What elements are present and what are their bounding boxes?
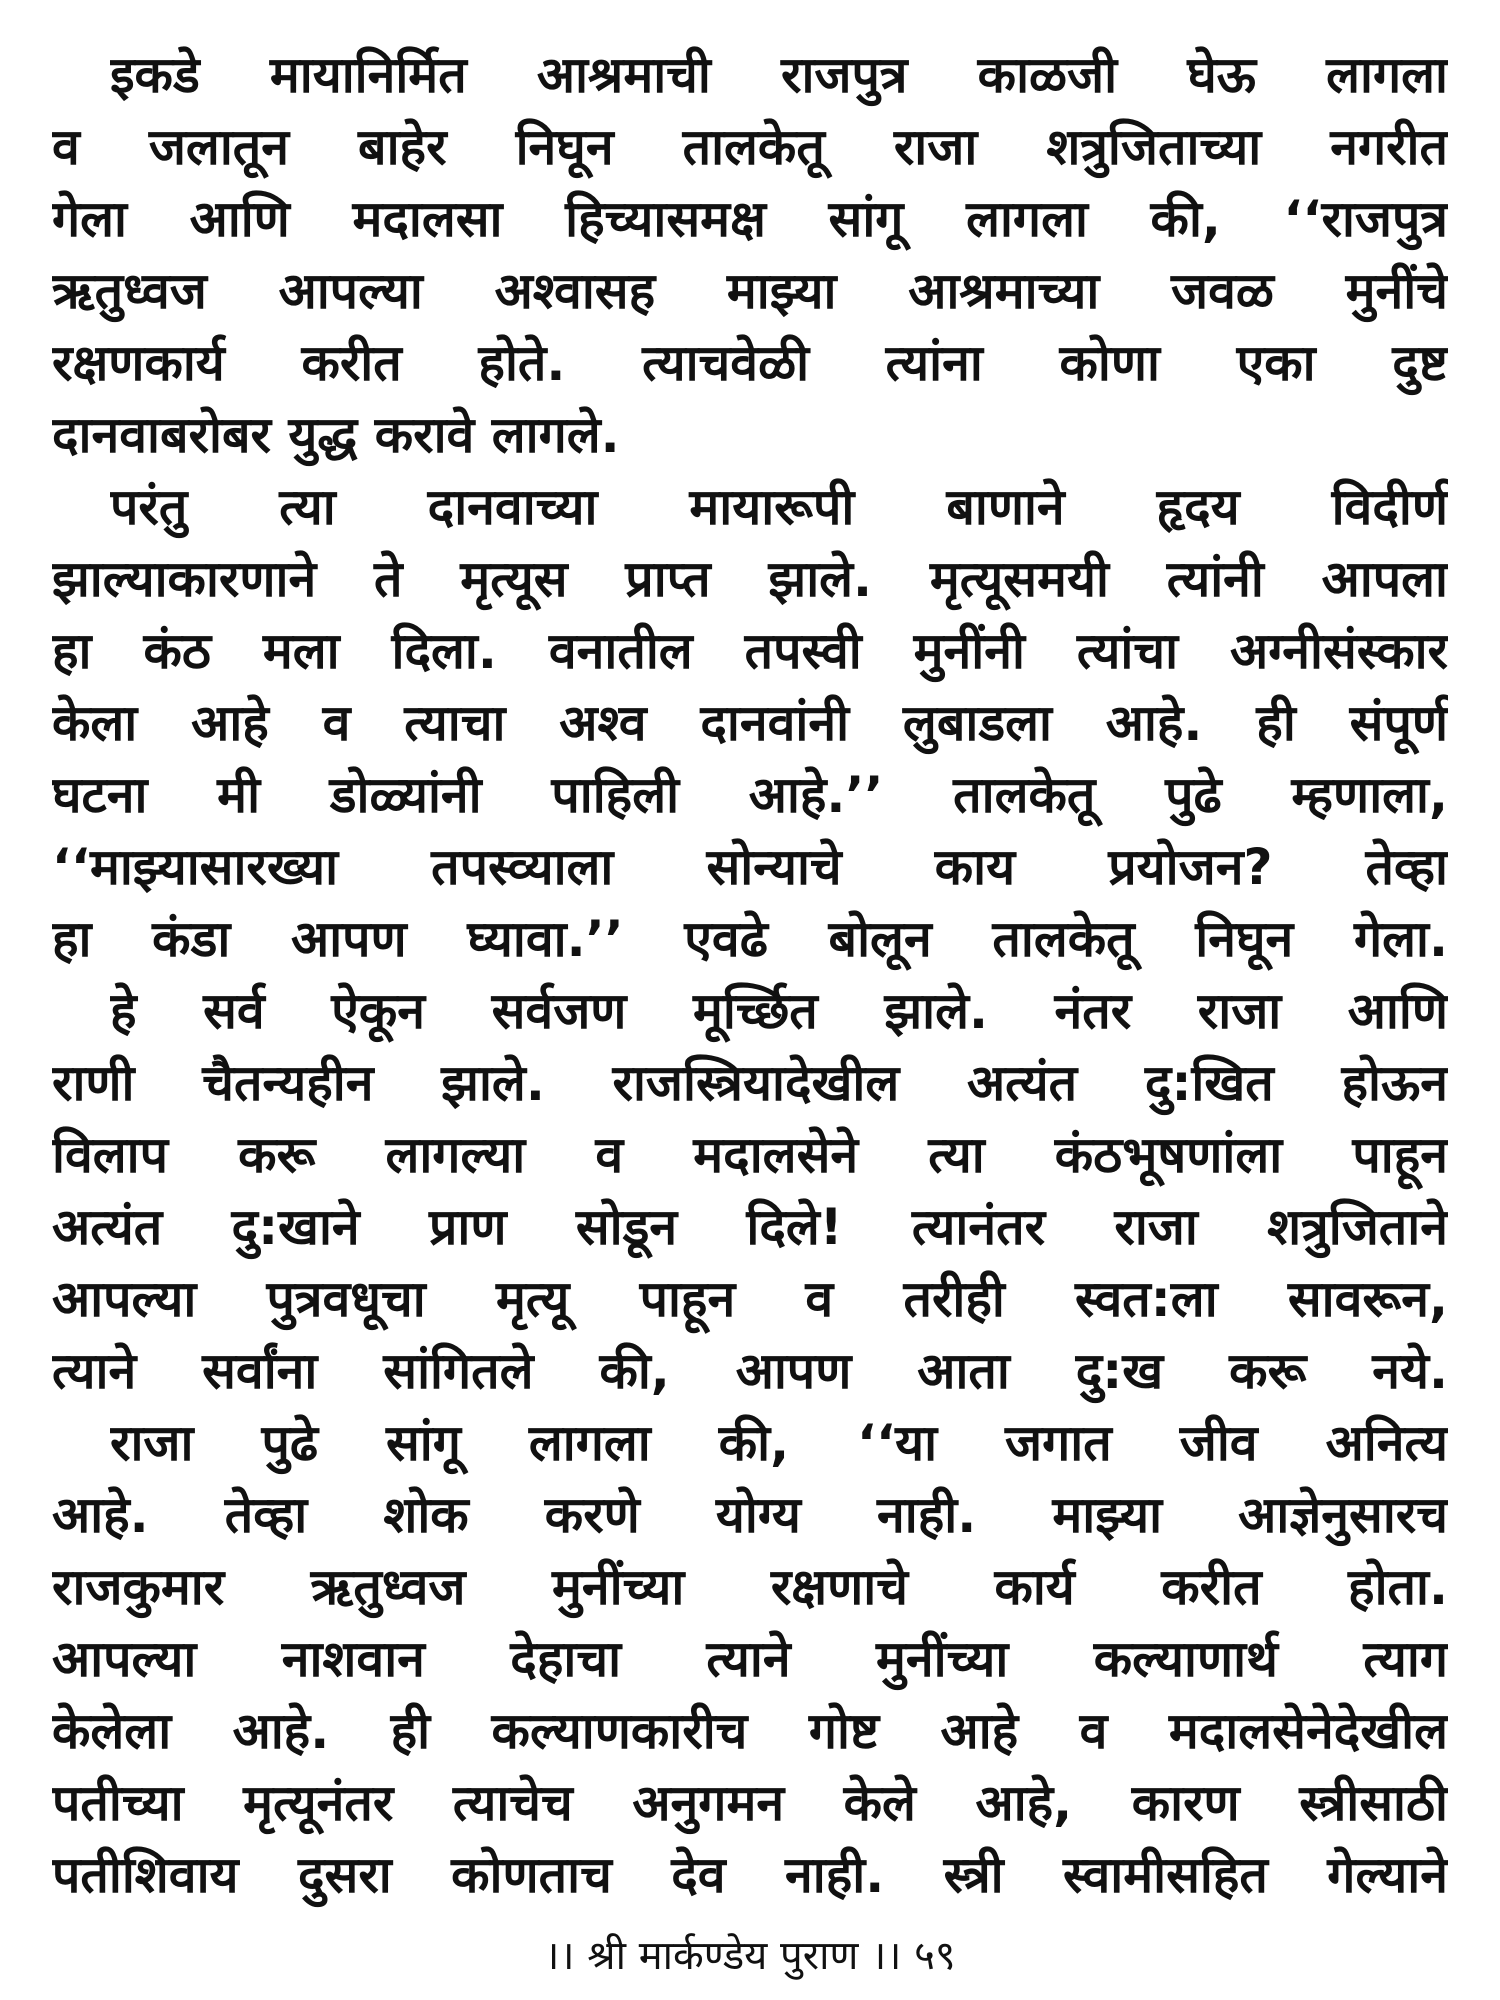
text-line: राजकुमार ऋतुध्वज मुनींच्या रक्षणाचे कार्य करीत होता.	[52, 1558, 1448, 1616]
text-line: आपल्या पुत्रवधूचा मृत्यू पाहून व तरीही स्वत:ला सावरून,	[52, 1270, 1448, 1328]
text-line: पतीच्या मृत्यूनंतर त्याचेच अनुगमन केले आहे, कारण स्त्रीसाठी	[52, 1774, 1448, 1832]
text-line: अत्यंत दु:खाने प्राण सोडून दिले! त्यानंतर राजा शत्रुजिताने	[52, 1198, 1448, 1256]
text-line: राजा पुढे सांगू लागला की, ‘‘या जगात जीव अनित्य	[110, 1414, 1448, 1472]
text-line: पतीशिवाय दुसरा कोणताच देव नाही. स्त्री स्वामीसहित गेल्याने	[52, 1846, 1448, 1904]
text-line: हा कंठ मला दिला. वनातील तपस्वी मुनींनी त्यांचा अग्नीसंस्कार	[52, 622, 1448, 680]
text-line: ऋतुध्वज आपल्या अश्वासह माझ्या आश्रमाच्या जवळ मुनींचे	[52, 262, 1448, 320]
text-line: रक्षणकार्य करीत होते. त्याचवेळी त्यांना कोणा एका दुष्ट	[52, 334, 1448, 392]
text-line: हे सर्व ऐकून सर्वजण मूर्च्छित झाले. नंतर राजा आणि	[110, 982, 1448, 1040]
text-line: दानवाबरोबर युद्ध करावे लागले.	[52, 406, 620, 464]
page-footer: ।। श्री मार्कण्डेय पुराण ।। ५९	[544, 1933, 956, 1979]
text-line: त्याने सर्वांना सांगितले की, आपण आता दु:ख करू नये.	[52, 1342, 1448, 1400]
text-line: घटना मी डोळ्यांनी पाहिली आहे.’’ तालकेतू पुढे म्हणाला,	[52, 766, 1448, 824]
text-line: व जलातून बाहेर निघून तालकेतू राजा शत्रुजिताच्या नगरीत	[52, 118, 1448, 176]
text-line: राणी चैतन्यहीन झाले. राजस्त्रियादेखील अत्यंत दु:खित होऊन	[52, 1054, 1448, 1112]
text-line: इकडे मायानिर्मित आश्रमाची राजपुत्र काळजी घेऊ लागला	[110, 46, 1448, 104]
text-line: आपल्या नाशवान देहाचा त्याने मुनींच्या कल्याणार्थ त्याग	[52, 1630, 1448, 1688]
text-line: गेला आणि मदालसा हिच्यासमक्ष सांगू लागला की, ‘‘राजपुत्र	[52, 190, 1448, 248]
text-line: हा कंडा आपण घ्यावा.’’ एवढे बोलून तालकेतू निघून गेला.	[52, 910, 1448, 968]
text-line: ‘‘माझ्यासारख्या तपस्व्याला सोन्याचे काय प्रयोजन? तेव्हा	[52, 838, 1448, 896]
text-line: परंतु त्या दानवाच्या मायारूपी बाणाने हृदय विदीर्ण	[110, 478, 1448, 536]
text-line: केलेला आहे. ही कल्याणकारीच गोष्ट आहे व मदालसेनेदेखील	[52, 1702, 1448, 1760]
text-line: झाल्याकारणाने ते मृत्यूस प्राप्त झाले. मृत्यूसमयी त्यांनी आपला	[52, 550, 1448, 608]
text-line: केला आहे व त्याचा अश्व दानवांनी लुबाडला आहे. ही संपूर्ण	[52, 694, 1448, 752]
text-line: आहे. तेव्हा शोक करणे योग्य नाही. माझ्या आज्ञेनुसारच	[52, 1486, 1448, 1544]
text-line: विलाप करू लागल्या व मदालसेने त्या कंठभूषणांला पाहून	[52, 1126, 1448, 1184]
